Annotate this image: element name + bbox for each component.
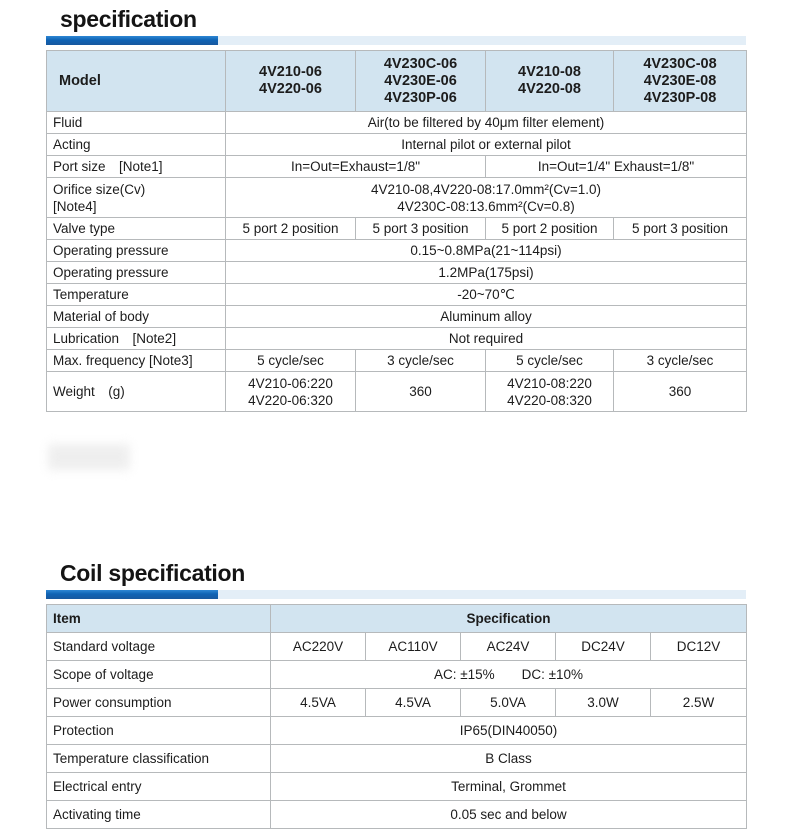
table-row <box>47 240 747 262</box>
row-label: Material of body <box>47 306 226 328</box>
table-row <box>47 372 747 412</box>
specification-section <box>46 4 746 412</box>
header-col-1 <box>226 51 356 112</box>
table-row <box>47 773 747 801</box>
table-header-row <box>47 51 747 112</box>
row-value-2: 360 <box>356 372 486 412</box>
header-col-3 <box>486 51 614 112</box>
row-value: 0.05 sec and below <box>271 801 747 829</box>
row-label: Operating pressure <box>47 262 226 284</box>
row-label: Weight (g) <box>47 372 226 412</box>
row-label: Power consumption <box>47 689 271 717</box>
specification-accent-bar <box>46 36 746 45</box>
table-row <box>47 262 747 284</box>
row-label: Temperature classification <box>47 745 271 773</box>
row-label: Operating pressure <box>47 240 226 262</box>
row-value-2: In=Out=1/4" Exhaust=1/8" <box>486 156 747 178</box>
header-col-3-line-2: 4V220-08 <box>518 81 581 97</box>
row-value: Not required <box>226 328 747 350</box>
row-value-3: AC24V <box>461 633 556 661</box>
row-value-1: In=Out=Exhaust=1/8" <box>226 156 486 178</box>
coil-header-item: Item <box>47 605 271 633</box>
row-value-5: 2.5W <box>651 689 747 717</box>
row-value-4: 360 <box>614 372 747 412</box>
row-value-1-line-1: 4V210-06:220 <box>248 375 333 391</box>
row-value: Internal pilot or external pilot <box>226 134 747 156</box>
row-value-line-1: 4V210-08,4V220-08:17.0mm²(Cv=1.0) <box>370 181 601 197</box>
table-row <box>47 178 747 218</box>
row-value-1-line-2: 4V220-06:320 <box>248 392 333 408</box>
row-value-4: DC24V <box>556 633 651 661</box>
row-value-3 <box>486 372 614 412</box>
coil-header-specification: Specification <box>271 605 747 633</box>
row-label-line-2: [Note4] <box>53 198 97 214</box>
table-row <box>47 350 747 372</box>
table-row <box>47 689 747 717</box>
row-value-1: AC220V <box>271 633 366 661</box>
row-value-5: DC12V <box>651 633 747 661</box>
row-value: -20~70℃ <box>226 284 747 306</box>
table-row <box>47 284 747 306</box>
row-label: Temperature <box>47 284 226 306</box>
table-row <box>47 801 747 829</box>
coil-accent-bar <box>46 590 746 599</box>
accent-bar-fill <box>46 36 218 45</box>
table-row <box>47 156 747 178</box>
table-row <box>47 218 747 240</box>
coil-accent-bar-fill <box>46 590 218 599</box>
row-value-4: 3.0W <box>556 689 651 717</box>
row-value-4: 5 port 3 position <box>614 218 747 240</box>
coil-section-title: Coil specification <box>60 560 246 586</box>
coil-table-header-row <box>47 605 747 633</box>
row-value: B Class <box>271 745 747 773</box>
row-value-line-2: 4V230C-08:13.6mm²(Cv=0.8) <box>397 198 575 214</box>
row-value-2: 4.5VA <box>366 689 461 717</box>
table-row <box>47 633 747 661</box>
header-col-2 <box>356 51 486 112</box>
row-value: 1.2MPa(175psi) <box>226 262 747 284</box>
row-label <box>47 178 226 218</box>
row-value-1: 4.5VA <box>271 689 366 717</box>
row-value: Aluminum alloy <box>226 306 747 328</box>
row-value: Air(to be filtered by 40μm filter element) <box>226 112 747 134</box>
row-value-1: 5 port 2 position <box>226 218 356 240</box>
table-row <box>47 745 747 773</box>
row-value <box>226 178 747 218</box>
header-col-4-line-2: 4V230E-08 <box>643 72 717 89</box>
row-value: IP65(DIN40050) <box>271 717 747 745</box>
header-col-3-line-1: 4V210-08 <box>518 64 581 80</box>
row-label: Acting <box>47 134 226 156</box>
table-row <box>47 717 747 745</box>
row-label-line-1: Orifice size(Cv) <box>53 181 146 197</box>
redaction-smudge <box>48 444 130 470</box>
header-col-2-line-2: 4V230E-06 <box>384 72 457 89</box>
row-value-4: 3 cycle/sec <box>614 350 747 372</box>
table-row <box>47 306 747 328</box>
row-value: 0.15~0.8MPa(21~114psi) <box>226 240 747 262</box>
header-col-4-line-1: 4V230C-08 <box>643 55 717 72</box>
header-col-1-line-1: 4V210-06 <box>259 64 322 80</box>
specification-table <box>46 50 747 412</box>
row-value-1: 5 cycle/sec <box>226 350 356 372</box>
header-col-1-line-2: 4V220-06 <box>259 81 322 97</box>
table-row <box>47 661 747 689</box>
row-label: Port size [Note1] <box>47 156 226 178</box>
row-value-3: 5 cycle/sec <box>486 350 614 372</box>
row-label: Scope of voltage <box>47 661 271 689</box>
row-value-2: 5 port 3 position <box>356 218 486 240</box>
table-row <box>47 134 747 156</box>
table-row <box>47 328 747 350</box>
row-label: Protection <box>47 717 271 745</box>
row-value-3-line-1: 4V210-08:220 <box>507 375 592 391</box>
page-title: specification <box>60 6 197 32</box>
row-label: Valve type <box>47 218 226 240</box>
row-value-3: 5.0VA <box>461 689 556 717</box>
row-label: Lubrication [Note2] <box>47 328 226 350</box>
coil-specification-section <box>46 558 746 829</box>
table-row <box>47 112 747 134</box>
row-label: Standard voltage <box>47 633 271 661</box>
row-label: Activating time <box>47 801 271 829</box>
row-label: Max. frequency [Note3] <box>47 350 226 372</box>
row-value: Terminal, Grommet <box>271 773 747 801</box>
header-col-2-line-3: 4V230P-06 <box>384 89 457 106</box>
row-value-1 <box>226 372 356 412</box>
row-label: Fluid <box>47 112 226 134</box>
header-model-label: Model <box>47 51 226 112</box>
row-value-3-line-2: 4V220-08:320 <box>507 392 592 408</box>
coil-specification-table <box>46 604 747 829</box>
header-col-2-line-1: 4V230C-06 <box>383 55 458 72</box>
row-label: Electrical entry <box>47 773 271 801</box>
row-value-3: 5 port 2 position <box>486 218 614 240</box>
header-col-4-line-3: 4V230P-08 <box>643 89 717 106</box>
header-col-4 <box>614 51 747 112</box>
row-value-2: 3 cycle/sec <box>356 350 486 372</box>
row-value: AC: ±15% DC: ±10% <box>271 661 747 689</box>
row-value-2: AC110V <box>366 633 461 661</box>
